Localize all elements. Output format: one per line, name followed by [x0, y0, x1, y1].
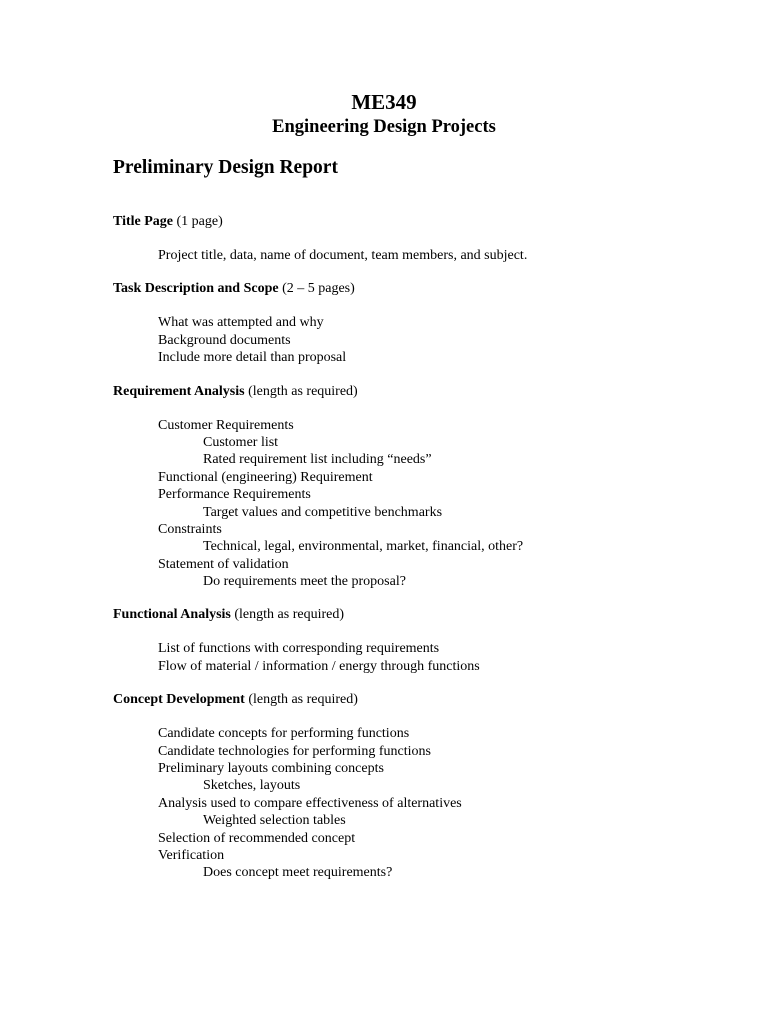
- section-heading-note: (1 page): [176, 214, 223, 229]
- list-item: Performance Requirements: [158, 487, 311, 503]
- list-item: Include more detail than proposal: [158, 350, 347, 366]
- section-heading: [113, 691, 733, 709]
- section-heading-note: (2 – 5 pages): [282, 281, 355, 297]
- section-item-list: [113, 314, 733, 366]
- list-item: Flow of material / information / energy through functions: [158, 658, 480, 674]
- section-heading-name: Concept Development: [113, 692, 245, 708]
- list-item: Verification: [158, 847, 225, 863]
- sub-list-item: Customer list: [203, 434, 279, 450]
- section-item-list: [113, 247, 733, 264]
- list-item: Statement of validation: [158, 556, 289, 572]
- course-title: Engineering Design Projects: [272, 117, 496, 137]
- section-heading-note: (length as required): [248, 383, 358, 399]
- section-heading-name: Requirement Analysis: [113, 383, 245, 399]
- section-item-list: [113, 417, 733, 591]
- sub-list-item: Sketches, layouts: [203, 778, 301, 794]
- section-item-list: [113, 640, 733, 675]
- list-item: Constraints: [158, 521, 222, 537]
- section-heading: [113, 280, 733, 298]
- list-item: Candidate technologies for performing functions: [158, 743, 431, 759]
- section-item-list: [113, 725, 733, 882]
- section-heading-note: (length as required): [234, 607, 344, 623]
- section: [113, 606, 733, 675]
- section-heading-name: Title Page: [113, 214, 174, 229]
- list-item: Preliminary layouts combining concepts: [158, 761, 384, 777]
- list-item: Background documents: [158, 332, 291, 348]
- section-heading: [113, 383, 733, 401]
- sub-list-item: Rated requirement list including “needs”: [203, 452, 432, 468]
- section: [113, 280, 733, 366]
- section: [113, 691, 733, 882]
- list-item: Functional (engineering) Requirement: [158, 469, 373, 485]
- section: [113, 213, 733, 264]
- list-item: Analysis used to compare effectiveness of alternatives: [158, 795, 462, 811]
- section-heading-name: Task Description and Scope: [113, 281, 279, 297]
- section-heading-name: Functional Analysis: [113, 607, 231, 623]
- list-item: Project title, data, name of document, team members, and subject.: [158, 248, 528, 263]
- section: [113, 383, 733, 591]
- section-heading-note: (length as required): [248, 692, 358, 708]
- section-heading: [113, 213, 733, 231]
- list-item: Customer Requirements: [158, 417, 294, 433]
- list-item: Selection of recommended concept: [158, 830, 356, 846]
- sub-list-item: Do requirements meet the proposal?: [203, 574, 406, 590]
- sub-list-item: Does concept meet requirements?: [203, 865, 393, 881]
- sub-list-item: Weighted selection tables: [203, 813, 346, 829]
- sub-list-item: Technical, legal, environmental, market, financial, other?: [203, 539, 524, 555]
- list-item: What was attempted and why: [158, 315, 324, 331]
- list-item: List of functions with corresponding requirements: [158, 641, 440, 657]
- document-title: Preliminary Design Report: [113, 157, 338, 178]
- course-code: ME349: [351, 90, 417, 114]
- section-heading: [113, 606, 733, 624]
- sub-list-item: Target values and competitive benchmarks: [203, 504, 443, 520]
- list-item: Candidate concepts for performing functions: [158, 726, 410, 742]
- document-body: [113, 213, 733, 898]
